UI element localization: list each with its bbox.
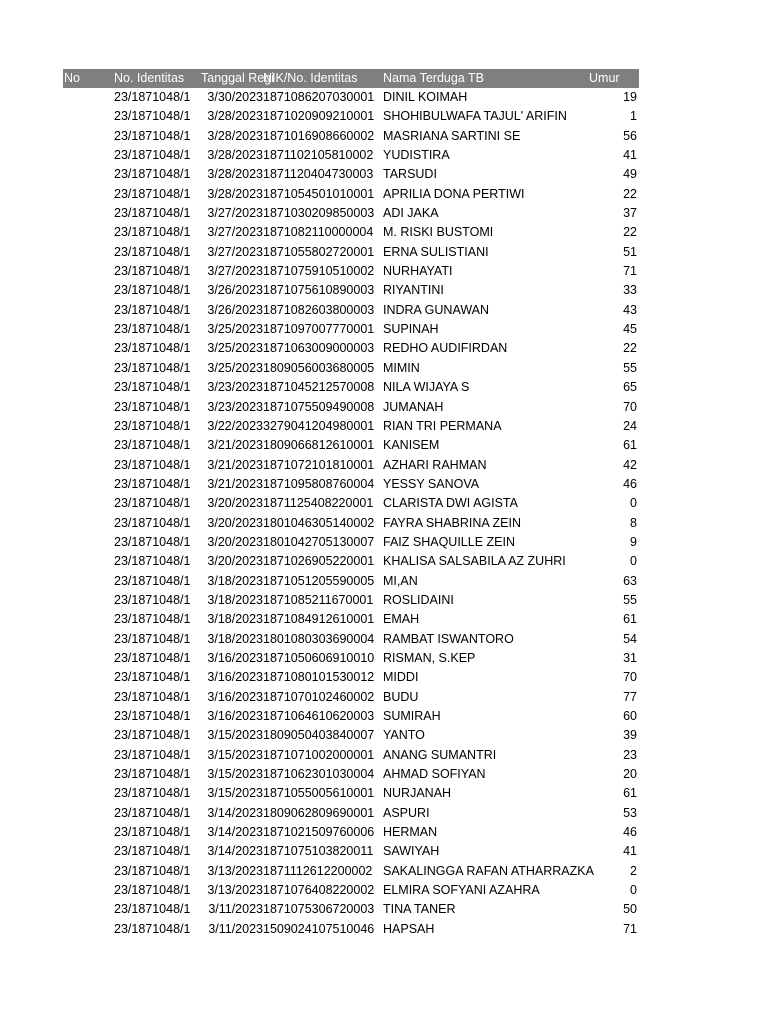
cell-umur[interactable]: 70 [623,670,637,685]
cell-tanggal-registrasi[interactable]: 3/15/2023 [207,786,263,801]
cell-no-identitas[interactable]: 23/1871048/1 [114,167,191,182]
table-row [63,765,639,784]
cell-no-identitas[interactable]: 23/1871048/1 [114,767,191,782]
table-row [63,378,639,397]
cell-umur[interactable]: 1 [630,109,637,124]
cell-nik[interactable]: 1871055802720001 [263,244,375,259]
cell-nik[interactable]: 1871080101530012 [263,670,375,685]
cell-umur[interactable]: 61 [623,786,637,801]
cell-nama[interactable]: EMAH [383,612,420,627]
cell-tanggal-registrasi[interactable]: 3/14/2023 [207,825,263,840]
cell-umur[interactable]: 46 [623,476,637,491]
cell-no-identitas[interactable]: 23/1871048/1 [114,573,191,588]
cell-no-identitas[interactable]: 23/1871048/1 [114,399,191,414]
cell-nik[interactable]: 1809056003680005 [263,360,375,375]
table-row [63,494,639,513]
cell-tanggal-registrasi[interactable]: 3/27/2023 [207,244,263,259]
table-row [63,359,639,378]
cell-umur[interactable]: 71 [623,264,637,279]
table-row [63,281,639,300]
cell-umur[interactable]: 41 [623,148,637,163]
cell-no-identitas[interactable]: 23/1871048/1 [114,534,191,549]
cell-tanggal-registrasi[interactable]: 3/21/2023 [207,476,263,491]
cell-nama[interactable]: KHALISA SALSABILA AZ ZUHRI [383,554,566,569]
cell-umur[interactable]: 51 [623,244,637,259]
cell-umur[interactable]: 2 [630,863,637,878]
cell-tanggal-registrasi[interactable]: 3/25/2023 [207,360,263,375]
cell-tanggal-registrasi[interactable]: 3/23/2023 [207,380,263,395]
cell-nama[interactable]: NURJANAH [383,786,452,801]
table-row [63,823,639,842]
cell-nik[interactable]: 1871020909210001 [263,109,375,124]
cell-no-identitas[interactable]: 23/1871048/1 [114,225,191,240]
cell-tanggal-registrasi[interactable]: 3/27/2023 [207,225,263,240]
cell-nik[interactable]: 1871084912610001 [263,612,375,627]
table-row [63,146,639,165]
cell-nik[interactable]: 1871075910510002 [263,264,375,279]
cell-no-identitas[interactable]: 23/1871048/1 [114,747,191,762]
cell-no-identitas[interactable]: 23/1871048/1 [114,322,191,337]
cell-nik[interactable]: 1871112612200002 [263,863,373,878]
cell-umur[interactable]: 22 [623,186,637,201]
cell-nik[interactable]: 1801046305140002 [263,515,375,530]
cell-tanggal-registrasi[interactable]: 3/23/2023 [207,399,263,414]
cell-no-identitas[interactable]: 23/1871048/1 [114,592,191,607]
cell-tanggal-registrasi[interactable]: 3/15/2023 [207,747,263,762]
cell-nik[interactable]: 1871075509490008 [263,399,375,414]
table-row [63,784,639,803]
cell-umur[interactable]: 22 [623,225,637,240]
table-row [63,320,639,339]
cell-umur[interactable]: 41 [623,844,637,859]
cell-no-identitas[interactable]: 23/1871048/1 [114,496,191,511]
table-row [63,204,639,223]
cell-nama[interactable]: YANTO [383,728,425,743]
data-table [63,69,639,939]
cell-no-identitas[interactable]: 23/1871048/1 [114,709,191,723]
cell-no-identitas[interactable]: 23/1871048/1 [114,921,191,936]
cell-tanggal-registrasi[interactable]: 3/20/2023 [207,554,263,569]
cell-no-identitas[interactable]: 23/1871048/1 [114,206,191,221]
cell-umur[interactable]: 54 [623,631,637,646]
cell-no-identitas[interactable]: 23/1871048/1 [114,825,191,840]
cell-tanggal-registrasi[interactable]: 3/16/2023 [207,689,263,704]
cell-nik[interactable]: 1809062809690001 [263,805,375,820]
cell-umur[interactable]: 20 [623,767,637,782]
cell-no-identitas[interactable]: 23/1871048/1 [114,244,191,259]
cell-no-identitas[interactable]: 23/1871048/1 [114,302,191,317]
cell-nik[interactable]: 1871120404730003 [263,167,374,182]
table-row [63,475,639,494]
table-row [63,165,639,184]
cell-no-identitas[interactable]: 23/1871048/1 [114,689,191,704]
table-row [63,920,639,939]
cell-tanggal-registrasi[interactable]: 3/15/2023 [207,728,263,743]
cell-nik[interactable]: 1871055005610001 [263,786,375,801]
cell-nik[interactable]: 1871075306720003 [263,902,375,917]
cell-umur[interactable]: 0 [630,554,637,569]
cell-tanggal-registrasi[interactable]: 3/11/2023 [208,921,263,936]
cell-nama[interactable]: SUPINAH [383,322,439,337]
cell-umur[interactable]: 46 [623,825,637,840]
cell-nama[interactable]: AHMAD SOFIYAN [383,767,486,782]
cell-umur[interactable]: 43 [623,302,637,317]
cell-nama[interactable]: INDRA GUNAWAN [383,302,490,317]
table-row [63,243,639,262]
cell-nama[interactable]: BUDU [383,689,419,704]
header-nama[interactable]: Nama Terduga TB [383,71,484,85]
cell-no-identitas[interactable]: 23/1871048/1 [114,283,191,298]
cell-nama[interactable]: ANANG SUMANTRI [383,747,497,762]
table-row [63,107,639,126]
cell-nik[interactable]: 1871054501010001 [263,186,375,201]
cell-umur[interactable]: 61 [623,438,637,453]
cell-umur[interactable]: 63 [623,573,637,588]
cell-tanggal-registrasi[interactable]: 3/16/2023 [207,650,263,665]
table-row [63,398,639,417]
cell-nik[interactable]: 1871026905220001 [263,554,375,569]
cell-nama[interactable]: KANISEM [383,438,440,453]
cell-tanggal-registrasi[interactable]: 3/14/2023 [207,844,263,859]
cell-tanggal-registrasi[interactable]: 3/25/2023 [207,322,263,337]
cell-umur[interactable]: 56 [623,128,637,143]
cell-nama[interactable]: ELMIRA SOFYANI AZAHRA [383,883,540,898]
cell-no-identitas[interactable]: 23/1871048/1 [114,457,191,472]
cell-tanggal-registrasi[interactable]: 3/15/2023 [207,767,263,782]
cell-nik[interactable]: 1871050606910010 [263,650,375,665]
cell-tanggal-registrasi[interactable]: 3/28/2023 [207,128,263,143]
cell-nik[interactable]: 1871075103820011 [263,844,374,859]
cell-nik[interactable]: 1871070102460002 [263,689,375,704]
cell-no-identitas[interactable]: 23/1871048/1 [114,844,191,859]
cell-nik[interactable]: 1871082110000004 [263,225,374,240]
cell-umur[interactable]: 53 [623,805,637,820]
cell-nik[interactable]: 1871125408220001 [263,496,374,511]
cell-no-identitas[interactable]: 23/1871048/1 [114,418,191,433]
table-row [63,862,639,881]
cell-no-identitas[interactable]: 23/1871048/1 [114,670,191,685]
cell-nama[interactable]: JUMANAH [383,399,444,414]
cell-tanggal-registrasi[interactable]: 3/14/2023 [207,805,263,820]
cell-nama[interactable]: MASRIANA SARTINI SE [383,128,521,143]
cell-tanggal-registrasi[interactable]: 3/18/2023 [207,631,263,646]
table-row [63,339,639,358]
table-row [63,591,639,610]
cell-tanggal-registrasi[interactable]: 3/25/2023 [207,341,263,356]
cell-no-identitas[interactable]: 23/1871048/1 [114,148,191,163]
cell-nama[interactable]: CLARISTA DWI AGISTA [383,496,518,511]
cell-nama[interactable]: ROSLIDAINI [383,592,454,607]
cell-nik[interactable]: 1871021509760006 [263,825,375,840]
cell-tanggal-registrasi[interactable]: 3/18/2023 [207,573,263,588]
cell-umur[interactable]: 61 [623,612,637,627]
table-row [63,88,639,107]
table-row [63,436,639,455]
cell-nik[interactable]: 1871062301030004 [263,767,375,782]
cell-nama[interactable]: RAMBAT ISWANTORO [383,631,514,646]
cell-nama[interactable]: ADI JAKA [383,206,439,221]
cell-tanggal-registrasi[interactable]: 3/16/2023 [207,709,263,723]
cell-nama[interactable]: HAPSAH [383,921,435,936]
cell-nik[interactable]: 1801042705130007 [263,534,375,549]
cell-tanggal-registrasi[interactable]: 3/13/2023 [207,883,263,898]
cell-nik[interactable]: 1871045212570008 [263,380,375,395]
table-row [63,842,639,861]
cell-nama[interactable]: M. RISKI BUSTOMI [383,225,494,240]
cell-nik[interactable]: 1871072101810001 [263,457,375,472]
cell-nama[interactable]: HERMAN [383,825,438,840]
cell-umur[interactable]: 22 [623,341,637,356]
cell-nik[interactable]: 1871102105810002 [263,148,374,163]
table-header-row [63,69,639,88]
cell-nama[interactable]: REDHO AUDIFIRDAN [383,341,508,356]
cell-nama[interactable]: DINIL KOIMAH [383,90,468,104]
table-row [63,301,639,320]
cell-umur[interactable]: 49 [623,167,637,182]
cell-no-identitas[interactable]: 23/1871048/1 [114,650,191,665]
table-row [63,185,639,204]
header-no-identitas[interactable]: No. Identitas [114,71,185,85]
cell-umur[interactable]: 55 [623,592,637,607]
table-row [63,881,639,900]
cell-no-identitas[interactable]: 23/1871048/1 [114,380,191,395]
cell-nama[interactable]: SAWIYAH [383,844,440,859]
table-row [63,688,639,707]
cell-umur[interactable]: 42 [623,457,637,472]
cell-nama[interactable]: RISMAN, S.KEP [383,650,476,665]
table-row [63,456,639,475]
table-row [63,900,639,919]
cell-no-identitas[interactable]: 23/1871048/1 [114,109,191,124]
cell-no-identitas[interactable]: 23/1871048/1 [114,360,191,375]
cell-umur[interactable]: 70 [623,399,637,414]
cell-nik[interactable]: 1871095808760004 [263,476,375,491]
table-row [63,127,639,146]
cell-nik[interactable]: 1871063009000003 [263,341,375,356]
cell-no-identitas[interactable]: 23/1871048/1 [114,438,191,453]
cell-umur[interactable]: 37 [623,206,637,221]
cell-umur[interactable]: 23 [623,747,637,762]
cell-nik[interactable]: 1809050403840007 [263,728,375,743]
cell-tanggal-registrasi[interactable]: 3/28/2023 [207,167,263,182]
cell-nik[interactable]: 1871085211670001 [263,592,374,607]
cell-tanggal-registrasi[interactable]: 3/18/2023 [207,592,263,607]
cell-tanggal-registrasi[interactable]: 3/27/2023 [207,264,263,279]
cell-umur[interactable]: 19 [623,90,637,104]
cell-umur[interactable]: 77 [623,689,637,704]
cell-no-identitas[interactable]: 23/1871048/1 [114,786,191,801]
table-row [63,514,639,533]
cell-umur[interactable]: 55 [623,360,637,375]
cell-nama[interactable]: NURHAYATI [383,264,453,279]
cell-nik[interactable]: 1871097007770001 [263,322,375,337]
cell-no-identitas[interactable]: 23/1871048/1 [114,186,191,201]
header-no[interactable]: No [64,71,80,85]
cell-nama[interactable]: SHOHIBULWAFA TAJUL' ARIFIN [383,109,567,124]
cell-no-identitas[interactable]: 23/1871048/1 [114,264,191,279]
cell-nama[interactable]: YUDISTIRA [383,148,450,163]
cell-tanggal-registrasi[interactable]: 3/26/2023 [207,283,263,298]
cell-umur[interactable]: 31 [623,650,637,665]
cell-nama[interactable]: SUMIRAH [383,709,441,723]
table-row [63,262,639,281]
cell-umur[interactable]: 9 [630,534,637,549]
table-row [63,804,639,823]
cell-nik[interactable]: 1809066812610001 [263,438,375,453]
cell-umur[interactable]: 39 [623,728,637,743]
cell-no-identitas[interactable]: 23/1871048/1 [114,476,191,491]
cell-tanggal-registrasi[interactable]: 3/20/2023 [207,515,263,530]
cell-no-identitas[interactable]: 23/1871048/1 [114,612,191,627]
cell-tanggal-registrasi[interactable]: 3/20/2023 [207,496,263,511]
cell-tanggal-registrasi[interactable]: 3/20/2023 [207,534,263,549]
cell-no-identitas[interactable]: 23/1871048/1 [114,128,191,143]
cell-nama[interactable]: RIYANTINI [383,283,444,298]
cell-nama[interactable]: MIDDI [383,670,419,685]
table-row [63,649,639,668]
cell-nama[interactable]: TARSUDI [383,167,437,182]
cell-no-identitas[interactable]: 23/1871048/1 [114,805,191,820]
cell-no-identitas[interactable]: 23/1871048/1 [114,631,191,646]
cell-nik[interactable]: 1801080303690004 [263,631,375,646]
cell-tanggal-registrasi[interactable]: 3/13/2023 [207,863,263,878]
cell-nik[interactable]: 1871086207030001 [263,90,375,104]
cell-umur[interactable]: 60 [623,709,637,723]
cell-no-identitas[interactable]: 23/1871048/1 [114,728,191,743]
header-nik[interactable]: NIK/No. Identitas [263,71,358,85]
cell-nama[interactable]: MIMIN [383,360,420,375]
table-row [63,630,639,649]
cell-tanggal-registrasi[interactable]: 3/26/2023 [207,302,263,317]
cell-nama[interactable]: ASPURI [383,805,430,820]
cell-nik[interactable]: 1871051205590005 [263,573,375,588]
cell-nama[interactable]: RIAN TRI PERMANA [383,418,502,433]
table-row [63,746,639,765]
cell-no-identitas[interactable]: 23/1871048/1 [114,341,191,356]
cell-nama[interactable]: FAYRA SHABRINA ZEIN [383,515,522,530]
cell-tanggal-registrasi[interactable]: 3/11/2023 [208,902,263,917]
cell-nik[interactable]: 3279041204980001 [263,418,375,433]
cell-tanggal-registrasi[interactable]: 3/22/2023 [207,418,263,433]
cell-nik[interactable]: 1871076408220002 [263,883,375,898]
cell-tanggal-registrasi[interactable]: 3/30/2023 [207,90,263,104]
table-row [63,610,639,629]
table-row [63,533,639,552]
cell-nik[interactable]: 1871071002000001 [263,747,375,762]
cell-nama[interactable]: NILA WIJAYA S [383,380,470,395]
cell-nik[interactable]: 1871064610620003 [263,709,375,723]
cell-nik[interactable]: 1871030209850003 [263,206,375,221]
cell-nama[interactable]: ERNA SULISTIANI [383,244,489,259]
table-row [63,552,639,571]
table-row [63,223,639,242]
cell-nama[interactable]: SAKALINGGA RAFAN ATHARRAZKA [383,863,594,878]
table-row [63,726,639,745]
cell-no-identitas[interactable]: 23/1871048/1 [114,883,191,898]
cell-nama[interactable]: APRILIA DONA PERTIWI [383,186,525,201]
cell-tanggal-registrasi[interactable]: 3/21/2023 [207,438,263,453]
cell-no-identitas[interactable]: 23/1871048/1 [114,515,191,530]
cell-no-identitas[interactable]: 23/1871048/1 [114,863,191,878]
cell-nama[interactable]: MI,AN [383,573,418,588]
cell-nama[interactable]: TINA TANER [383,902,456,917]
cell-no-identitas[interactable]: 23/1871048/1 [114,902,191,917]
cell-umur[interactable]: 0 [630,496,637,511]
cell-nama[interactable]: AZHARI RAHMAN [383,457,487,472]
cell-nik[interactable]: 1871082603800003 [263,302,375,317]
cell-nik[interactable]: 1509024107510046 [263,921,375,936]
cell-nama[interactable]: YESSY SANOVA [383,476,480,491]
cell-tanggal-registrasi[interactable]: 3/28/2023 [207,148,263,163]
cell-umur[interactable]: 71 [623,921,637,936]
cell-no-identitas[interactable]: 23/1871048/1 [114,90,191,104]
cell-tanggal-registrasi[interactable]: 3/28/2023 [207,109,263,124]
cell-tanggal-registrasi[interactable]: 3/21/2023 [207,457,263,472]
header-tanggal-registrasi[interactable]: Tanggal Regi [201,71,274,85]
cell-umur[interactable]: 50 [623,902,637,917]
table-row [63,572,639,591]
cell-umur[interactable]: 0 [630,883,637,898]
cell-umur[interactable]: 45 [623,322,637,337]
cell-nik[interactable]: 1871075610890003 [263,283,375,298]
cell-umur[interactable]: 33 [623,283,637,298]
cell-tanggal-registrasi[interactable]: 3/28/2023 [207,186,263,201]
header-umur[interactable]: Umur [589,71,620,85]
cell-tanggal-registrasi[interactable]: 3/18/2023 [207,612,263,627]
cell-tanggal-registrasi[interactable]: 3/16/2023 [207,670,263,685]
cell-tanggal-registrasi[interactable]: 3/27/2023 [207,206,263,221]
cell-no-identitas[interactable]: 23/1871048/1 [114,554,191,569]
cell-umur[interactable]: 65 [623,380,637,395]
table-row [63,668,639,687]
cell-umur[interactable]: 8 [630,515,637,530]
table-body [63,88,639,939]
cell-nik[interactable]: 1871016908660002 [263,128,375,143]
cell-nama[interactable]: FAIZ SHAQUILLE ZEIN [383,534,515,549]
table-row [63,417,639,436]
cell-umur[interactable]: 24 [623,418,637,433]
table-row [63,707,639,726]
